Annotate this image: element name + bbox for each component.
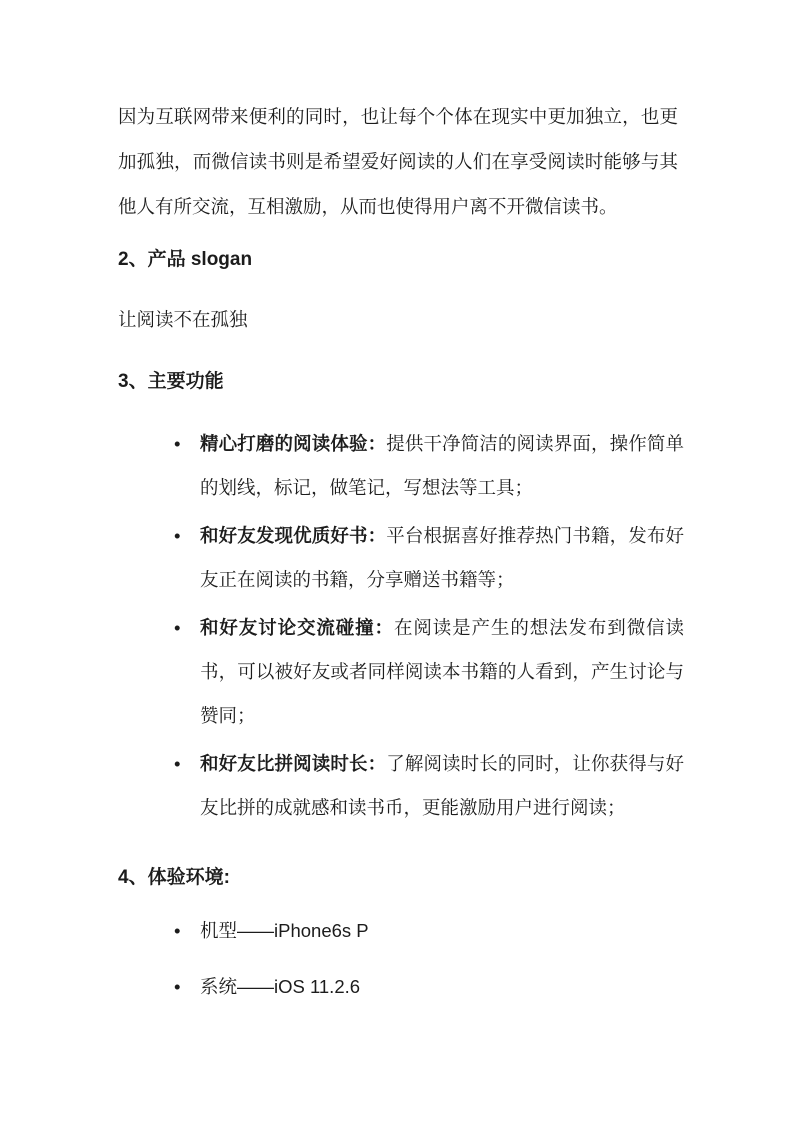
feature-item bbox=[174, 742, 684, 830]
feature-description: 了解阅读时长的同时，让你获得与好友比拼的成就感和读书币，更能激励用户进行阅读； bbox=[200, 753, 684, 818]
feature-description: 在阅读是产生的想法发布到微信读书，可以被好友或者同样阅读本书籍的人看到，产生讨论与赞同； bbox=[200, 617, 684, 726]
feature-list bbox=[118, 422, 684, 830]
environment-list bbox=[118, 908, 698, 1009]
feature-title: 和好友比拼阅读时长： bbox=[200, 753, 387, 774]
bullet-icon: • bbox=[174, 753, 181, 774]
bullet-icon: • bbox=[174, 433, 181, 454]
feature-title: 和好友讨论交流碰撞： bbox=[200, 617, 394, 638]
bullet-icon: • bbox=[174, 976, 181, 997]
feature-description: 提供干净简洁的阅读界面，操作简单的划线，标记，做笔记，写想法等工具； bbox=[200, 433, 684, 498]
intro-paragraph: 因为互联网带来便利的同时，也让每个个体在现实中更加独立，也更加孤独，而微信读书则是希望爱好阅读的人们在享受阅读时能够与其他人有所交流，互相激励，从而也使得用户离不开微信读书。 bbox=[118, 106, 678, 217]
feature-description: 平台根据喜好推荐热门书籍，发布好友正在阅读的书籍，分享赠送书籍等； bbox=[200, 525, 684, 590]
feature-item bbox=[174, 606, 684, 738]
section-heading-test-environment: 4、体验环境: bbox=[118, 867, 230, 888]
section-heading-main-features: 3、主要功能 bbox=[118, 371, 224, 392]
slogan-text: 让阅读不在孤独 bbox=[118, 309, 248, 330]
environment-item-text: 系统——iOS 11.2.6 bbox=[200, 976, 361, 997]
feature-item bbox=[174, 514, 684, 602]
feature-item bbox=[174, 422, 684, 510]
environment-item-text: 机型——iPhone6s P bbox=[200, 920, 369, 941]
bullet-icon: • bbox=[174, 617, 181, 638]
section-heading-product-slogan: 2、产品 slogan bbox=[118, 249, 253, 270]
feature-title: 精心打磨的阅读体验： bbox=[200, 433, 387, 454]
feature-title: 和好友发现优质好书： bbox=[200, 525, 387, 546]
environment-item-os bbox=[174, 964, 698, 1009]
bullet-icon: • bbox=[174, 920, 181, 941]
environment-item-device bbox=[174, 908, 698, 953]
bullet-icon: • bbox=[174, 525, 181, 546]
